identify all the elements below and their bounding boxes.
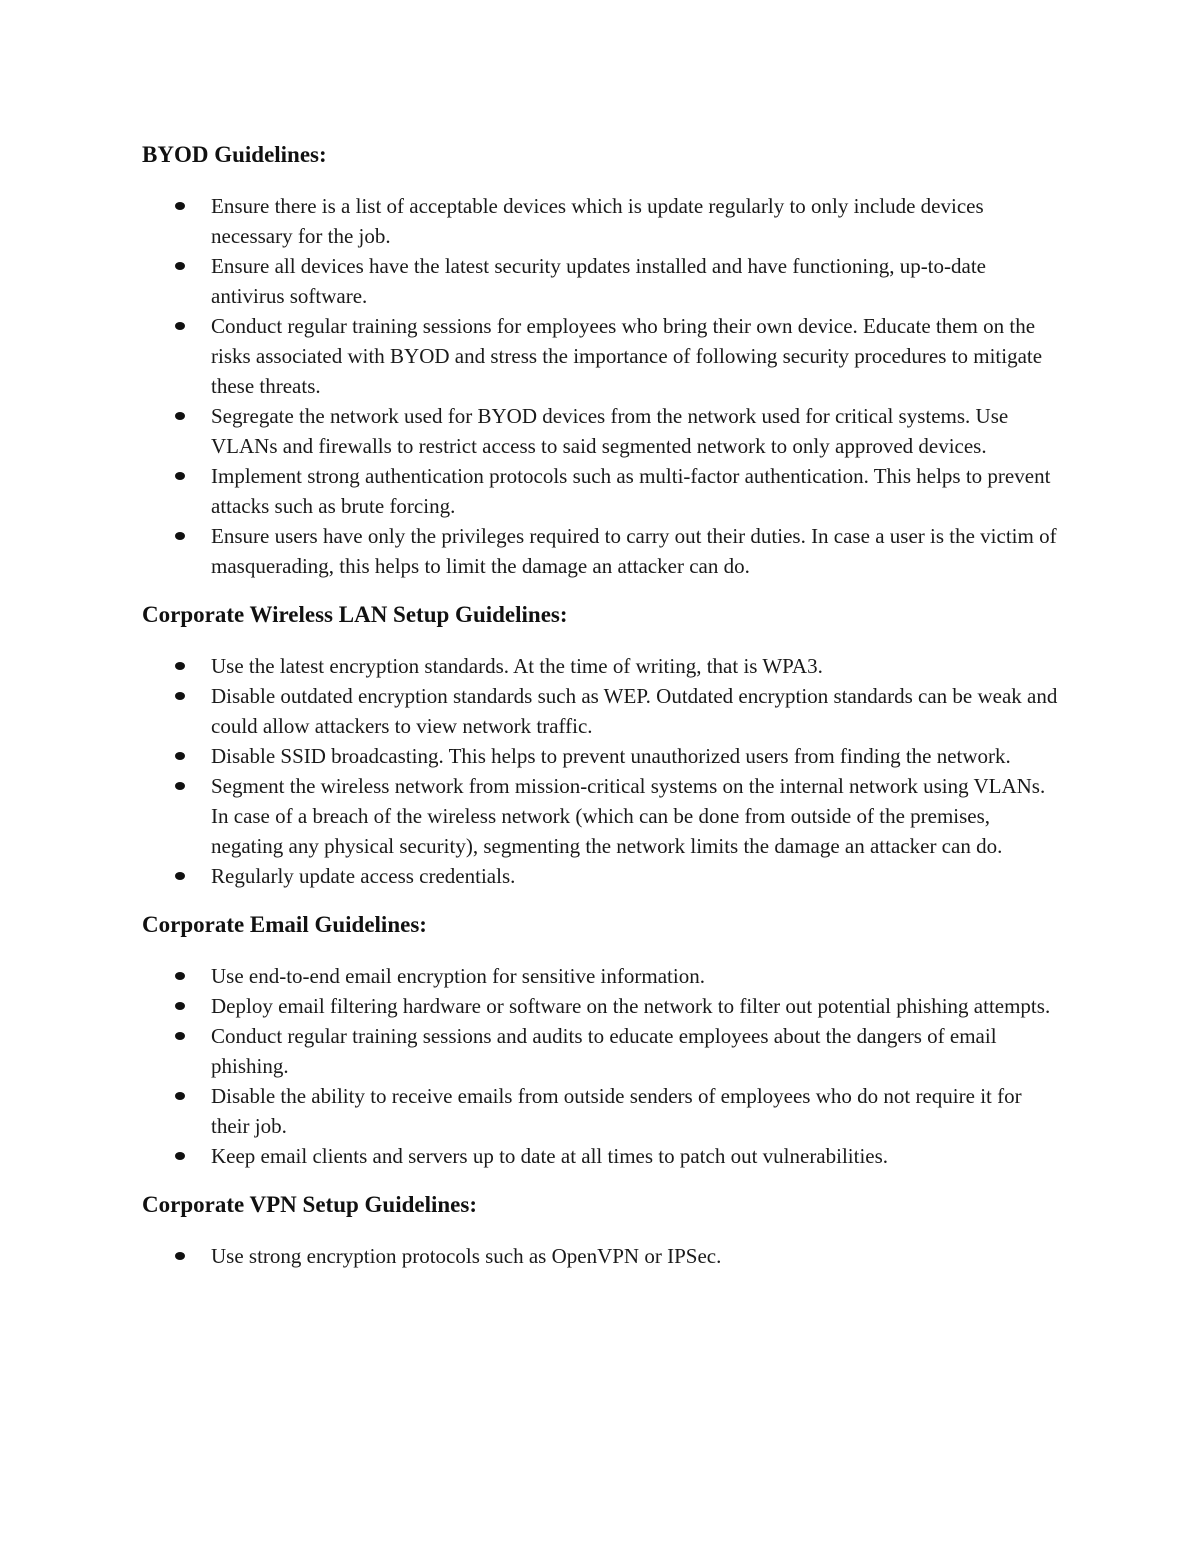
list-item-text: Ensure there is a list of acceptable devices which is update regularly to only include devices necessary for the job. [211, 194, 984, 248]
section-heading: Corporate Wireless LAN Setup Guidelines: [142, 602, 568, 627]
list-item [142, 1141, 1062, 1171]
list-item [142, 191, 1062, 251]
bullet-icon [175, 782, 185, 790]
list-item-text: Use end-to-end email encryption for sensitive information. [211, 964, 705, 988]
list-item [142, 401, 1062, 461]
list-item-text: Regularly update access credentials. [211, 864, 516, 888]
bullet-icon [175, 1252, 185, 1260]
list-item-text: Disable the ability to receive emails from outside senders of employees who do not require it for their job. [211, 1084, 1022, 1138]
list-item-text: Segment the wireless network from mission-critical systems on the internal network using VLANs. In case of a breach of the wireless network (which can be done from outside of the premises, negating any physical security), segmenting the network limits the damage an attacker can do. [211, 774, 1046, 858]
list-item-text: Disable outdated encryption standards such as WEP. Outdated encryption standards can be weak and could allow attackers to view network traffic. [211, 684, 1058, 738]
bullet-icon [175, 1002, 185, 1010]
list-item [142, 681, 1062, 741]
section-heading: Corporate Email Guidelines: [142, 912, 427, 937]
bullet-icon [175, 662, 185, 670]
list-item [142, 961, 1062, 991]
bullet-list [142, 961, 1062, 1171]
section-vpn [142, 1190, 1062, 1271]
list-item-text: Conduct regular training sessions for employees who bring their own device. Educate them on the risks associated with BYOD and stress the importance of following security procedures to mitigate these threats. [211, 314, 1043, 398]
section-email [142, 910, 1062, 1171]
bullet-list [142, 1241, 1062, 1271]
list-item [142, 1021, 1062, 1081]
section-heading: BYOD Guidelines: [142, 142, 327, 167]
bullet-icon [175, 532, 185, 540]
bullet-icon [175, 412, 185, 420]
list-item [142, 1241, 1062, 1271]
list-item-text: Implement strong authentication protocols such as multi-factor authentication. This helps to prevent attacks such as brute forcing. [211, 464, 1051, 518]
bullet-icon [175, 472, 185, 480]
list-item [142, 311, 1062, 401]
list-item [142, 521, 1062, 581]
document-content [142, 140, 1062, 1290]
list-item [142, 651, 1062, 681]
list-item-text: Deploy email filtering hardware or software on the network to filter out potential phishing attempts. [211, 994, 1051, 1018]
list-item-text: Segregate the network used for BYOD devices from the network used for critical systems. Use VLANs and firewalls to restrict access to said segmented network to only approved devices. [211, 404, 1009, 458]
bullet-icon [175, 1032, 185, 1040]
list-item [142, 861, 1062, 891]
list-item [142, 461, 1062, 521]
list-item [142, 991, 1062, 1021]
list-item-text: Keep email clients and servers up to date at all times to patch out vulnerabilities. [211, 1144, 889, 1168]
list-item [142, 1081, 1062, 1141]
list-item-text: Use the latest encryption standards. At the time of writing, that is WPA3. [211, 654, 823, 678]
list-item [142, 771, 1062, 861]
bullet-icon [175, 872, 185, 880]
section-wireless-lan [142, 600, 1062, 891]
section-byod [142, 140, 1062, 581]
list-item [142, 741, 1062, 771]
bullet-icon [175, 692, 185, 700]
list-item-text: Disable SSID broadcasting. This helps to prevent unauthorized users from finding the network. [211, 744, 1011, 768]
list-item-text: Ensure all devices have the latest security updates installed and have functioning, up-to-date antivirus software. [211, 254, 986, 308]
bullet-icon [175, 1152, 185, 1160]
list-item [142, 251, 1062, 311]
bullet-icon [175, 202, 185, 210]
bullet-icon [175, 262, 185, 270]
bullet-icon [175, 322, 185, 330]
section-heading: Corporate VPN Setup Guidelines: [142, 1192, 477, 1217]
bullet-icon [175, 972, 185, 980]
bullet-icon [175, 752, 185, 760]
list-item-text: Ensure users have only the privileges required to carry out their duties. In case a user is the victim of masquerading, this helps to limit the damage an attacker can do. [211, 524, 1057, 578]
bullet-list [142, 651, 1062, 891]
bullet-list [142, 191, 1062, 581]
bullet-icon [175, 1092, 185, 1100]
list-item-text: Conduct regular training sessions and audits to educate employees about the dangers of email phishing. [211, 1024, 997, 1078]
list-item-text: Use strong encryption protocols such as OpenVPN or IPSec. [211, 1244, 722, 1268]
